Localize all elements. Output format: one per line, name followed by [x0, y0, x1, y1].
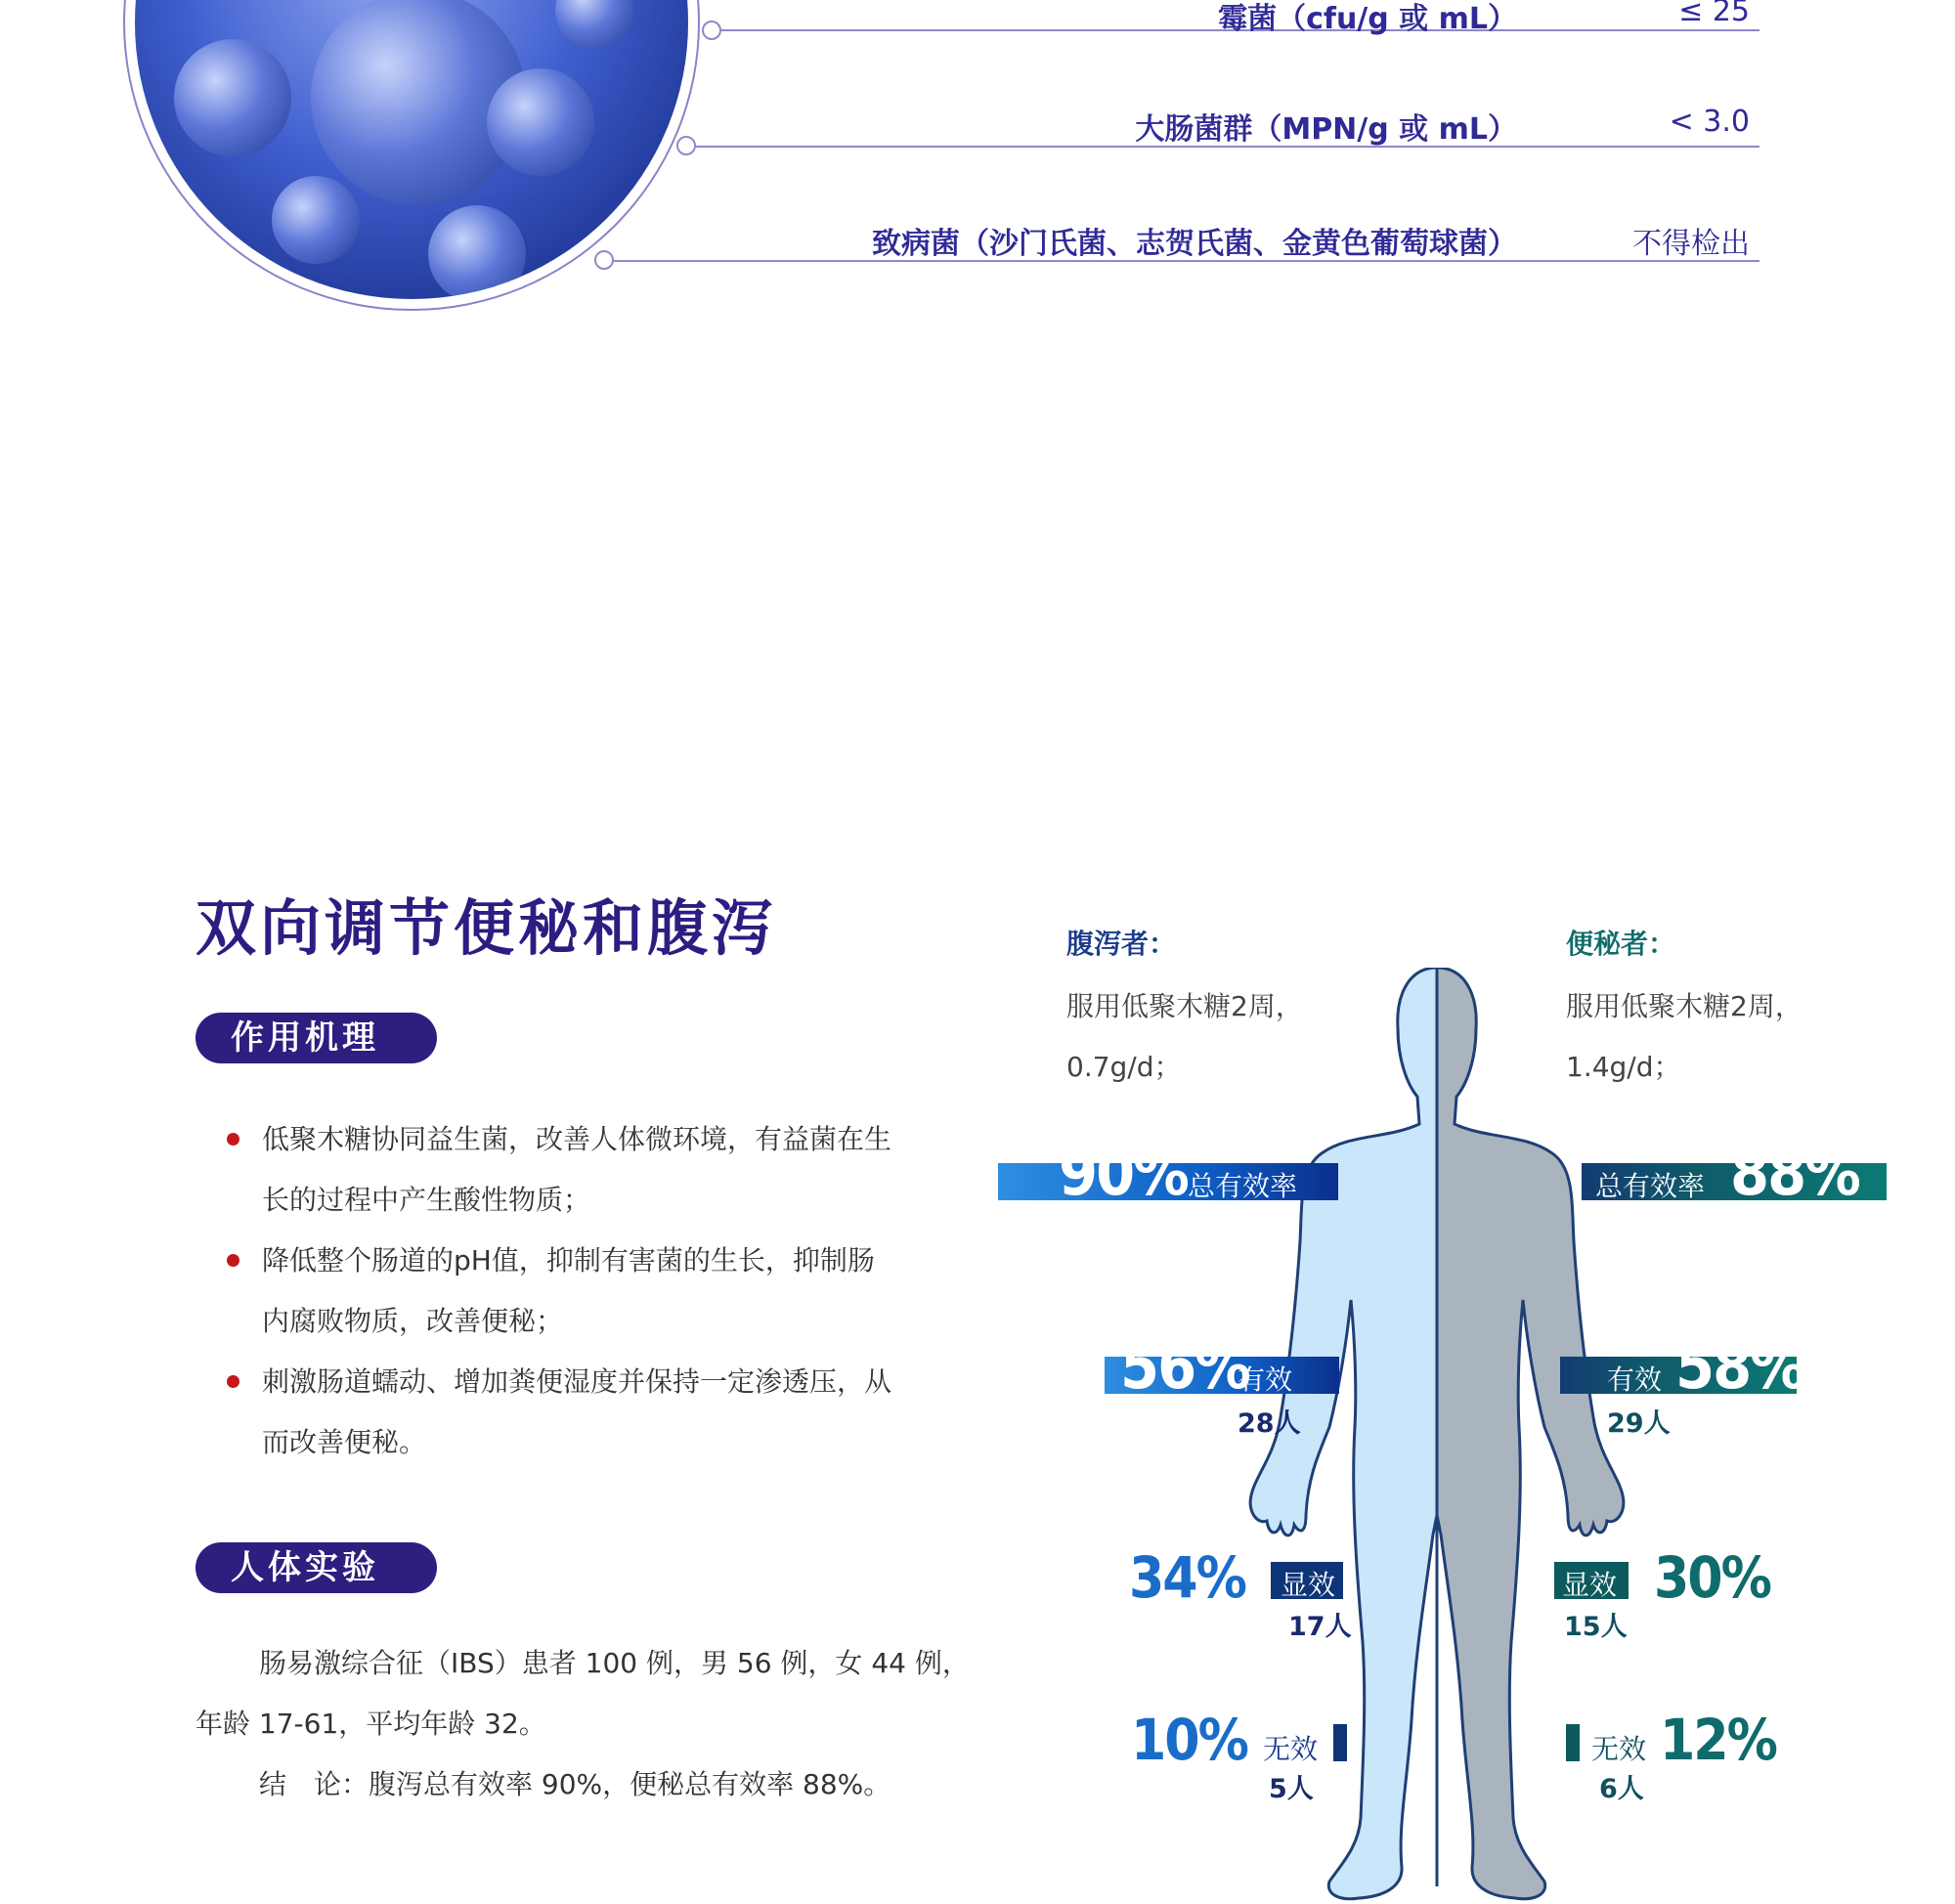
- constipation-none-count: 6人: [1599, 1774, 1644, 1804]
- diarrhea-marked-pct: 34%: [1129, 1544, 1245, 1611]
- spec-name: 霉菌（cfu/g 或 mL）: [1218, 2, 1517, 36]
- constipation-heading: 便秘者：: [1566, 928, 1676, 960]
- spec-dot: [702, 21, 721, 40]
- diarrhea-none-pct: 10%: [1131, 1707, 1247, 1773]
- mechanism-label: 作用机理: [196, 1013, 437, 1063]
- diarrhea-effective-count: 28人: [1238, 1408, 1301, 1439]
- spec-dot: [676, 136, 696, 155]
- spec-name: 致病菌（沙门氏菌、志贺氏菌、金黄色葡萄球菌）: [872, 227, 1517, 261]
- diarrhea-effective-pct: 56%: [1120, 1331, 1249, 1404]
- section-title: 双向调节便秘和腹泻: [196, 892, 777, 964]
- constipation-marked-count: 15人: [1564, 1612, 1628, 1642]
- spec-dot: [594, 250, 614, 270]
- diarrhea-none-count: 5人: [1269, 1774, 1314, 1804]
- constipation-marked-pct: 30%: [1654, 1544, 1770, 1611]
- diarrhea-total-label: 总有效率: [1188, 1170, 1298, 1202]
- constipation-effective-count: 29人: [1607, 1408, 1671, 1439]
- constipation-dose-text: 服用低聚木糖2周，: [1566, 990, 1803, 1022]
- constipation-marked-label: 显效: [1562, 1569, 1618, 1601]
- bullet-dot: [227, 1133, 239, 1146]
- constipation-none-pct: 12%: [1660, 1707, 1776, 1773]
- diarrhea-heading: 腹泻者：: [1066, 928, 1177, 960]
- constipation-none-label: 无效: [1591, 1733, 1647, 1765]
- constipation-total-pct: 88%: [1730, 1138, 1859, 1210]
- mechanism-list: [227, 1109, 979, 1473]
- diarrhea-dose-text: 0.7g/d；: [1066, 1051, 1182, 1083]
- spec-value: 不得检出: [1632, 227, 1750, 261]
- spec-value: < 3.0: [1669, 105, 1750, 139]
- diarrhea-total-pct: 90%: [1059, 1138, 1188, 1210]
- experiment-label: 人体实验: [196, 1542, 437, 1593]
- bullet-dot: [227, 1375, 239, 1388]
- list-item: 刺激肠道蠕动、增加粪便湿度并保持一定渗透压，从 而改善便秘。: [227, 1352, 979, 1473]
- constipation-total-label: 总有效率: [1595, 1170, 1706, 1202]
- diarrhea-none-bar: [1333, 1724, 1347, 1761]
- list-item: 低聚木糖协同益生菌，改善人体微环境，有益菌在生 长的过程中产生酸性物质；: [227, 1109, 979, 1231]
- bullet-dot: [227, 1254, 239, 1267]
- constipation-none-bar: [1566, 1724, 1580, 1761]
- spec-value: ≤ 25: [1678, 0, 1750, 28]
- diarrhea-none-label: 无效: [1263, 1733, 1319, 1765]
- conclusion-text: 结 论：腹泻总有效率 90%，便秘总有效率 88%。: [259, 1768, 891, 1800]
- list-item: 降低整个肠道的pH值，抑制有害菌的生长，抑制肠 内腐败物质，改善便秘；: [227, 1231, 979, 1352]
- diarrhea-dose-text: 服用低聚木糖2周，: [1066, 990, 1303, 1022]
- diarrhea-effective-label: 有效: [1238, 1363, 1293, 1396]
- spec-name: 大肠菌群（MPN/g 或 mL）: [1135, 112, 1517, 147]
- constipation-dose-text: 1.4g/d；: [1566, 1051, 1681, 1083]
- constipation-effective-pct: 58%: [1675, 1331, 1804, 1404]
- experiment-text: 年龄 17-61，平均年龄 32。: [196, 1708, 546, 1740]
- diarrhea-marked-label: 显效: [1281, 1569, 1336, 1601]
- constipation-effective-label: 有效: [1607, 1363, 1663, 1396]
- diarrhea-marked-count: 17人: [1288, 1612, 1352, 1642]
- experiment-text: 肠易激综合征（IBS）患者 100 例，男 56 例，女 44 例，: [259, 1647, 970, 1679]
